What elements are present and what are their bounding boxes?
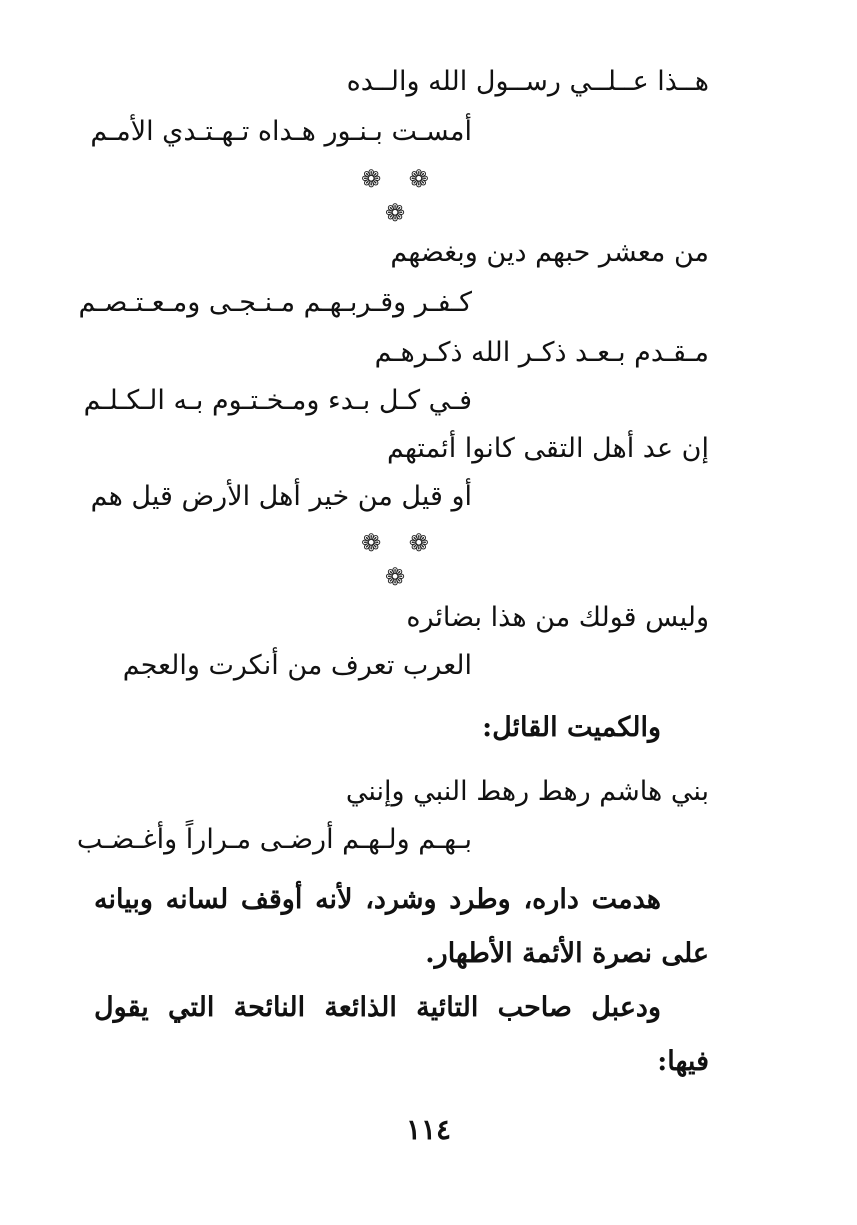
paragraph-1-text: هدمت داره، وطرد وشرد، لأنه أوقف لسانه وبيانه على نصرة الأئمة الأطهار.: [94, 884, 709, 969]
kumait-intro: والكميت القائل:: [482, 712, 661, 743]
ornament-divider: ❁ ❁ ❁: [361, 529, 439, 591]
poem1-hemistich-2: أمسـت بـنـور هـداه تـهـتـدي الأمـم: [90, 116, 472, 147]
poem2-hemistich-6: أو قيل من خير أهل الأرض قيل هم: [90, 481, 472, 512]
poem2-hemistich-1: من معشر حبهم دين وبغضهم: [390, 237, 709, 268]
poem4-hemistich-2: بـهـم ولـهـم أرضـى مـراراً وأغـضـب: [76, 824, 472, 855]
poem4-hemistich-1: بني هاشم رهط رهط النبي وإنني: [345, 776, 709, 807]
poem2-hemistich-4: فـي كـل بـدء ومـخـتـوم بـه الـكـلـم: [83, 385, 472, 416]
poem3-hemistich-2: العرب تعرف من أنكرت والعجم: [122, 650, 472, 681]
poem2-hemistich-5: إن عد أهل التقى كانوا أئمتهم: [387, 433, 709, 464]
poem1-hemistich-1: هــذا عــلــي رســول الله والــده: [346, 66, 709, 97]
paragraph-2-text: ودعبل صاحب التائية الذائعة النائحة التي يقول فيها:: [94, 992, 709, 1077]
poem3-hemistich-1: وليس قولك من هذا بضائره: [406, 602, 709, 633]
poem2-hemistich-2: كـفـر وقـربـهـم مـنـجـى ومـعـتـصـم: [78, 287, 472, 318]
paragraph-2: [94, 981, 709, 1089]
paragraph-1: [94, 873, 709, 981]
page-number: ١١٤: [405, 1113, 452, 1146]
poem2-hemistich-3: مـقـدم بـعـد ذكـر الله ذكـرهـم: [374, 337, 709, 368]
ornament-divider: ❁ ❁ ❁: [361, 165, 439, 227]
